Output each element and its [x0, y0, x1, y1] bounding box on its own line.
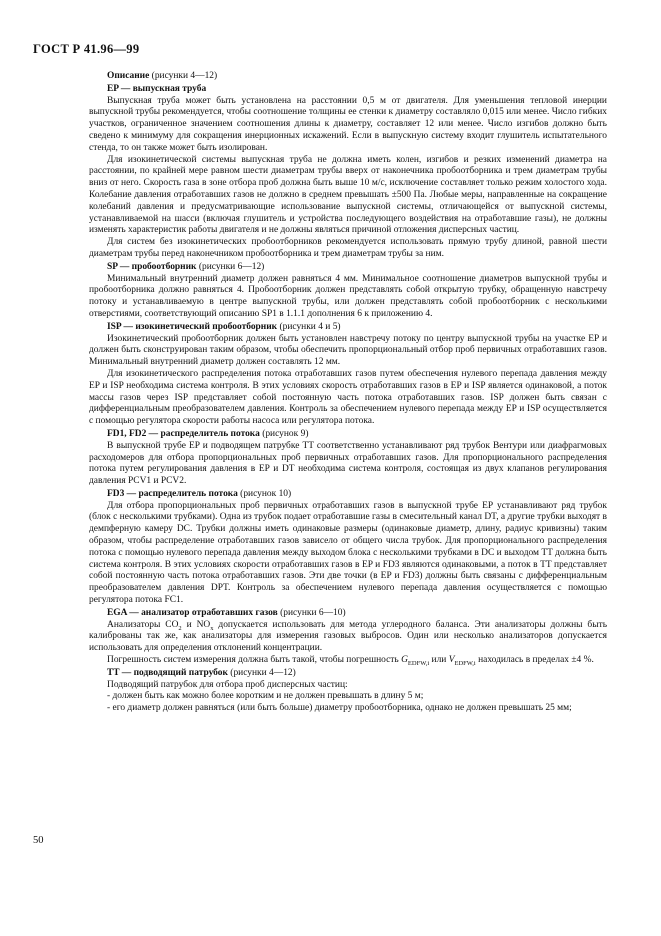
section-ep-heading	[89, 84, 607, 96]
section-label: Описание	[107, 71, 150, 81]
section-fd12-heading: FD1, FD2 — распределитель потока (рисунок 9)	[107, 428, 309, 439]
paragraph: Подводящий патрубок для отбора проб дисперсных частиц:	[107, 679, 348, 690]
paragraph: Для систем без изокинетических пробоотборников рекомендуется использовать прямую трубу длиной, равной шести диаметрам трубы перед наконечником пробоотборника и трем диаметрам трубы за ним.	[89, 237, 607, 259]
paragraph: Для изокинетической системы выпускная труба не должна иметь колен, изгибов и резких изменений диаметра на расстоянии, по крайней мере равном шести диаметрам трубы вверх от наконечника пробоотборника и трем диаметрам трубы вниз от него. Скорость газа в зоне отбора проб должна быть выше 10 м/с, исключение составляет только режим холостого хода. Колебание давления отработавших газов не должно в среднем превышать ±500 Па. Любые меры, направленные на сокращение колебаний давления и предусматривающие использование выпускной системы, отличающейся от выпускной системы, устанавливаемой на шасси (включая глушитель и устройства последующего воздействия на отработавшие газы), не должны изменять характеристик работы двигателя и не должны являться причиной отложения дисперсных частиц.	[89, 154, 607, 236]
page-number: 50	[33, 835, 44, 846]
section-label: EP — выпускная труба	[107, 83, 207, 94]
paragraph: Для изокинетического распределения потока отработавших газов путем обеспечения нулевого перепада давления между EP и ISP необходима система контроля. В этих условиях скорость отработавших газов в EP и ISP является одинаковой, а поток массы газов через ISP представляет собой постоянную часть потока отработавших газов. ISP должен быть связан с дифференциальным преобразователем давления. Контроль за обеспечением нулевого перепада между EP и ISP осуществляется с помощью регулятора скорости работы насоса или регулятора потока.	[89, 368, 607, 427]
paragraph: Выпускная труба может быть установлена на расстоянии 0,5 м от двигателя. Для уменьшения тепловой инерции выпускной трубы рекомендуется, чтобы соотношение толщины ее стенки к диаметру составляло 0,015 или менее. Число гибких участков, ограниченное значением соотношения длины к диаметру, составляет 12 или менее. Число изгибов должно быть сведено к минимуму для сокращения инерционных искажений. Если в выпускную систему входит глушитель испытательного стенда, то он также может быть изолирован.	[89, 95, 607, 153]
section-tt-heading: TT — подводящий патрубок (рисунки 4—12)	[107, 667, 296, 678]
list-item: - его диаметр должен равняться (или быть больше) диаметру пробоотборника, однако не должен превышать 25 мм;	[107, 703, 572, 714]
section-label: FD1, FD2 — распределитель потока	[107, 428, 260, 439]
document-body	[89, 70, 607, 715]
section-isp-heading: ISP — изокинетический пробоотборник (рисунки 4 и 5)	[107, 321, 341, 332]
document-code-header: ГОСТ Р 41.96—99	[33, 42, 140, 56]
paragraph: В выпускной трубе EP и подводящем патрубке TT соответственно устанавливают ряд трубок Вентури или диафрагмовых расходомеров для отбора пропорциональных проб первичных отработавших газов. Для пропорционального распределения потока путем регулирования давления в EP и DT необходима система контроля, состоящая из двух клапанов регулирования давления PCV1 и PCV2.	[89, 440, 607, 487]
paragraph: Погрешность систем измерения должна быть такой, чтобы погрешность $G_{EDFW,i}$ или $V_{EDFW,i}$ находилась в пределах ±4 %.	[107, 655, 594, 667]
paragraph: Минимальный внутренний диаметр должен равняться 4 мм. Минимальное соотношение диаметров выпускной трубы и пробоотборника должно равняться 4. Пробоотборник должен представлять собой открытую трубку, обращенную навстречу потоку и устанавливаемую в центре выпускной трубы, или должен представлять собой пробоотборник с несколькими отверстиями, соответствующий описанию SP1 в 1.1.1 дополнения 6 к приложению 4.	[89, 273, 607, 319]
paragraph: Изокинетический пробоотборник должен быть установлен навстречу потоку по центру выпускной трубы на участке EP и должен быть сконструирован таким образом, чтобы обеспечить пропорциональный отбор проб первичных отработавших газов. Минимальный внутренний диаметр должен составлять 12 мм.	[89, 333, 607, 368]
section-label: FD3 — распределитель потока	[107, 488, 238, 499]
section-label: EGA — анализатор отработавших газов	[107, 607, 278, 618]
section-label: TT — подводящий патрубок	[107, 667, 228, 678]
section-ega-heading: EGA — анализатор отработавших газов (рисунки 6—10)	[107, 607, 346, 618]
section-description-heading: Описание (рисунки 4—12)	[107, 71, 218, 81]
section-label: ISP — изокинетический пробоотборник	[107, 321, 278, 332]
section-fd3-heading: FD3 — распределитель потока (рисунок 10)	[107, 488, 292, 499]
section-sp-heading: SP — пробоотборник (рисунки 6—12)	[107, 261, 265, 272]
paragraph: Анализаторы $CO_2$ и $NO_x$ допускается использовать для метода углеродного баланса. Эти анализаторы должны быть калиброваны так же, как анализаторы для измерения газовых выбросов. Один или несколько анализаторов допускается использовать для определения отклонений концентрации.	[89, 619, 608, 654]
paragraph: Для отбора пропорциональных проб первичных отработавших газов в выпускной трубе EP устанавливают ряд трубок (блок с несколькими трубками). Одна из трубок подает отработавшие газы в смесительный канал DT, а другие трубки выходят в демпферную камеру DC. Трубки должны иметь одинаковые размеры (одинаковые диаметр, длину, радиус кривизны) таким образом, чтобы распределение отработавших газов зависело от общего числа трубок. Для пропорционального распределения потока с помощью нулевого перепада давления между выходом блока с несколькими трубками в DC и выходом TT должна быть система контроля. В этих условиях скорости отработавших газов в EP и FD3 являются одинаковыми, а поток в TT представляет собой постоянную часть потока отработавших газов. Эти две точки (в EP и FD3) должны быть связаны с дифференциальным преобразователем давления DPT. Контроль за обеспечением нулевого перепада давления осуществляется с помощью регулятора потока FC1.	[89, 500, 607, 606]
section-label: SP — пробоотборник	[107, 261, 197, 272]
list-item: - должен быть как можно более коротким и не должен превышать в длину 5 м;	[107, 691, 424, 702]
